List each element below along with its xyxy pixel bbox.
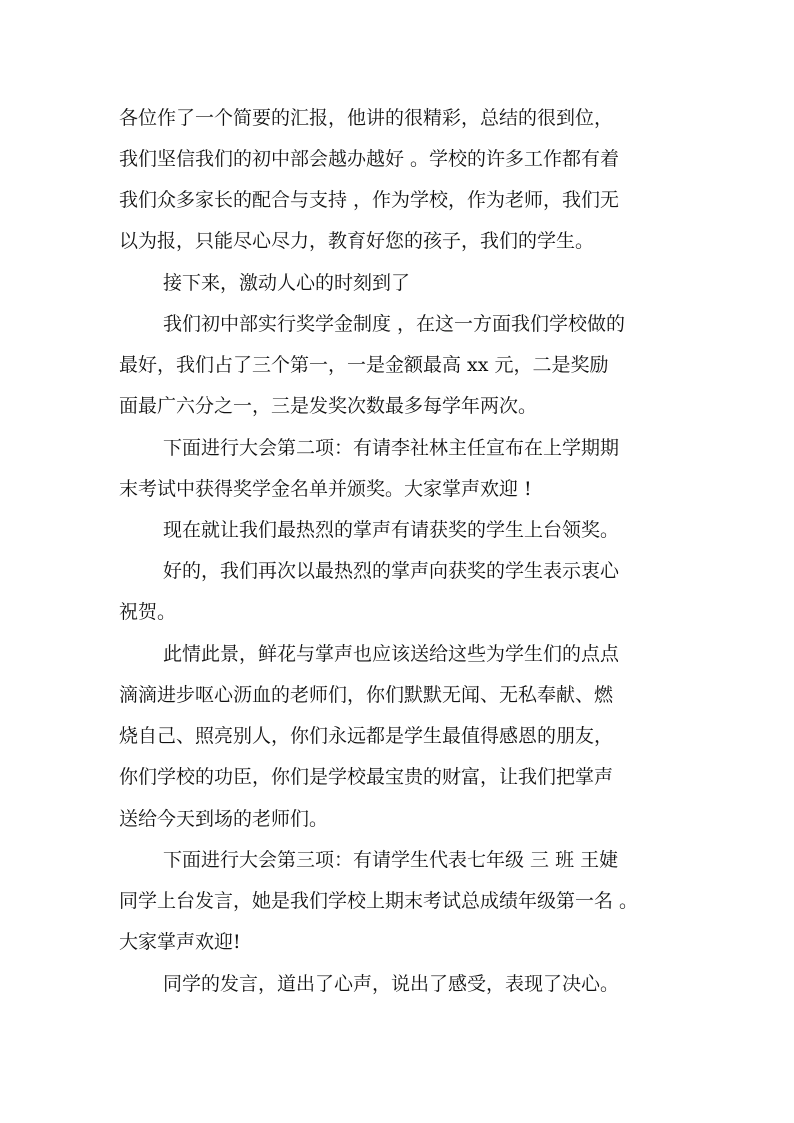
text-line: 我们众多家长的配合与支持 ，作为学校，作为老师，我们无 (119, 189, 620, 211)
text-line: 同学的发言，道出了心声，说出了感受，表现了决心。 (163, 973, 620, 995)
text-line: 以为报，只能尽心尽力，教育好您的孩子，我们的学生。 (119, 230, 595, 252)
text-line: 大家掌声欢迎! (119, 931, 241, 953)
text-line: 各位作了一个简要的汇报，他讲的很精彩，总结的很到位， (119, 107, 614, 129)
text-line: 同学上台发言，她是我们学校上期末考试总成绩年级第一名 。 (119, 890, 639, 912)
text-line: 送给今天到场的老师们。 (119, 808, 329, 830)
text-line: 我们坚信我们的初中部会越办越好 。学校的许多工作都有着 (119, 148, 620, 170)
text-line: 面最广六分之一，三是发奖次数最多每学年两次。 (119, 395, 538, 417)
text-line: 末考试中获得奖学金名单并颁奖。大家掌声欢迎 ! (119, 478, 532, 500)
text-line: 你们学校的功臣，你们是学校最宝贵的财富，让我们把掌声 (119, 766, 614, 788)
text-line: 祝贺。 (119, 601, 177, 623)
text-line: 此情此景，鲜花与掌声也应该送给这些为学生们的点点 (163, 643, 620, 665)
text-line: 滴滴进步呕心沥血的老师们，你们默默无闻、无私奉献、燃 (119, 684, 614, 706)
text-line: 最好，我们占了三个第一，一是金额最高 xx 元，二是奖励 (119, 354, 609, 376)
text-line: 下面进行大会第二项：有请李社林主任宣布在上学期期 (163, 437, 620, 459)
text-line: 现在就让我们最热烈的掌声有请获奖的学生上台领奖。 (163, 519, 620, 541)
text-line: 我们初中部实行奖学金制度 ，在这一方面我们学校做的 (163, 313, 626, 335)
text-line: 烧自己、照亮别人，你们永远都是学生最值得感恩的朋友， (119, 725, 614, 747)
text-line: 接下来，激动人心的时刻到了 (163, 272, 411, 294)
text-line: 下面进行大会第三项：有请学生代表七年级 三 班 王婕 (163, 849, 619, 871)
text-line: 好的，我们再次以最热烈的掌声向获奖的学生表示衷心 (163, 560, 620, 582)
